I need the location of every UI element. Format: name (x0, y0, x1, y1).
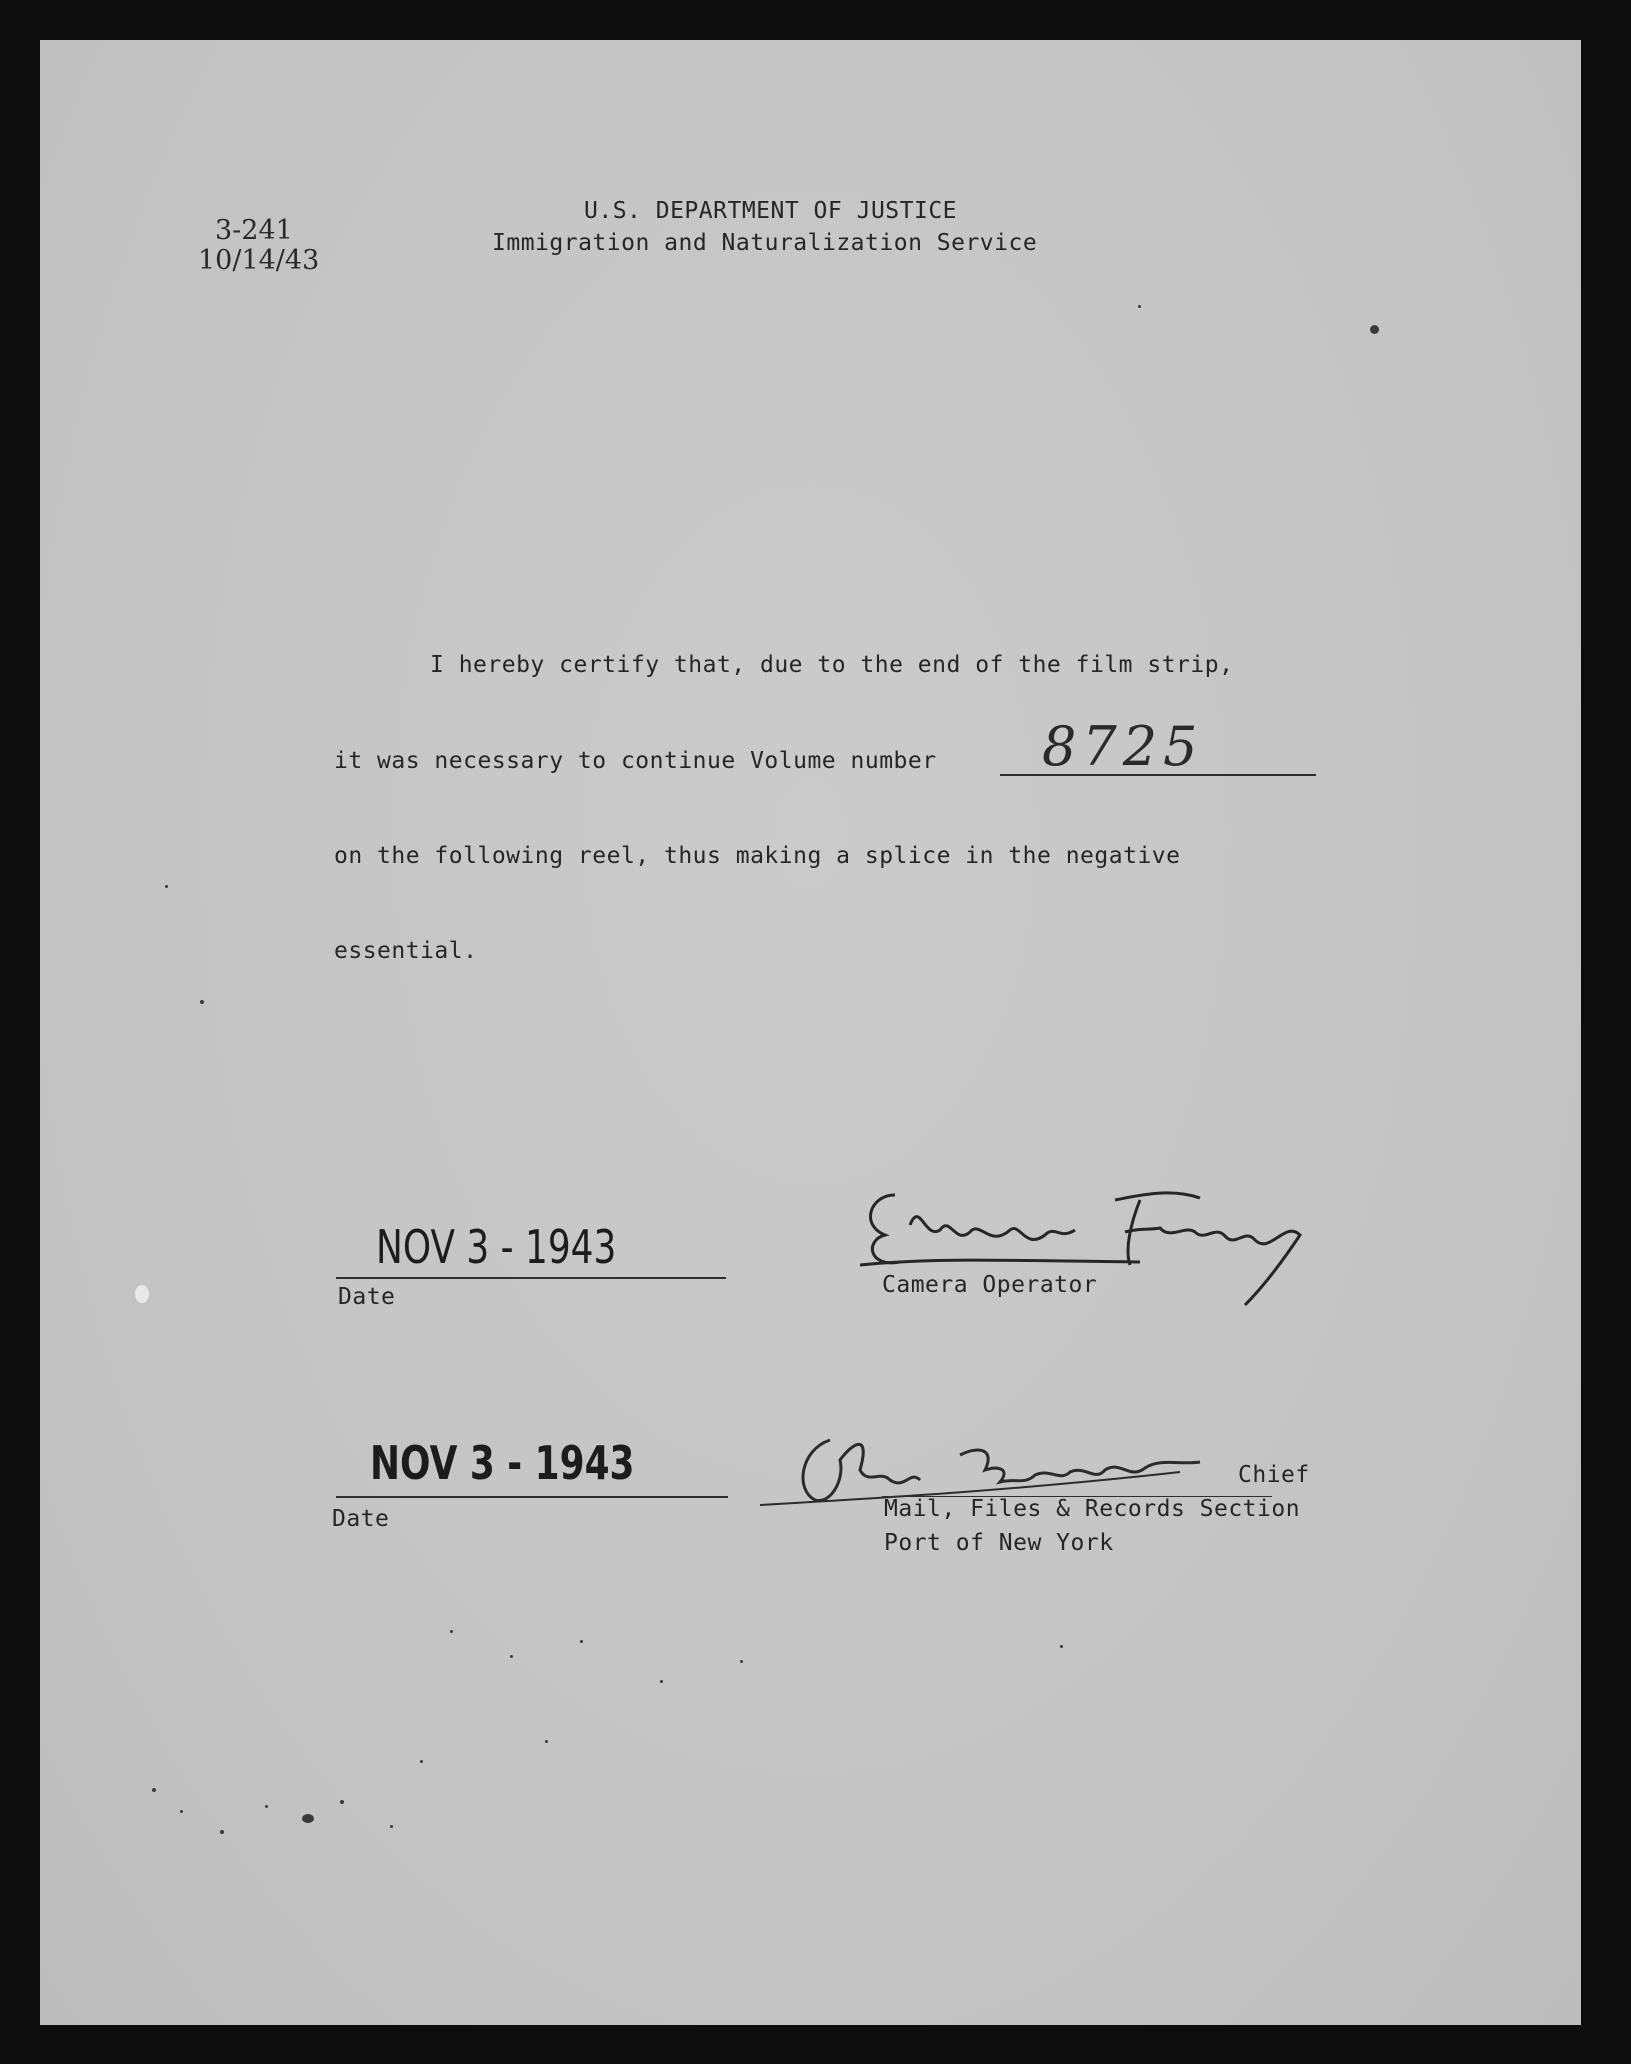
ink-speck (580, 1640, 583, 1643)
ink-speck (180, 1810, 183, 1813)
date-label-1: Date (338, 1284, 396, 1310)
ink-speck (1060, 1645, 1063, 1648)
camera-operator-label: Camera Operator (882, 1272, 1098, 1298)
ink-speck (1138, 305, 1141, 308)
chief-label: Chief (1238, 1462, 1310, 1488)
date-label-2: Date (332, 1506, 390, 1532)
ink-speck (420, 1760, 423, 1763)
body-line-1: I hereby certify that, due to the end of the film strip, (430, 652, 1234, 678)
ink-speck (740, 1660, 743, 1663)
header-service: Immigration and Naturalization Service (492, 230, 1038, 256)
section-label: Mail, Files & Records Section (884, 1496, 1301, 1522)
ink-speck (165, 885, 168, 888)
ink-speck (1370, 325, 1379, 334)
ink-speck (302, 1814, 314, 1823)
ink-speck (450, 1630, 453, 1633)
date-stamp-2: NOV 3 - 1943 (370, 1436, 635, 1490)
form-date: 10/14/43 (198, 245, 320, 276)
ink-speck (200, 1000, 204, 1004)
body-line-4: essential. (334, 938, 478, 964)
date-line-1 (336, 1277, 726, 1279)
date-line-2 (336, 1496, 728, 1498)
body-line-3: on the following reel, thus making a splice in the negative (334, 843, 1181, 869)
ink-speck (545, 1740, 548, 1743)
ink-speck (510, 1655, 513, 1658)
volume-number: 8725 (1042, 715, 1204, 778)
ink-speck (220, 1830, 224, 1834)
ink-speck (135, 1285, 149, 1303)
ink-speck (152, 1788, 156, 1792)
ink-speck (340, 1800, 344, 1804)
body-line-2: it was necessary to continue Volume number (334, 748, 937, 774)
date-stamp-1: NOV 3 - 1943 (376, 1220, 617, 1274)
port-label: Port of New York (884, 1530, 1114, 1556)
ink-speck (265, 1805, 268, 1808)
ink-speck (390, 1825, 393, 1828)
form-number: 3-241 (215, 215, 293, 246)
document-page (40, 40, 1581, 2025)
ink-speck (660, 1680, 663, 1683)
header-department: U.S. DEPARTMENT OF JUSTICE (584, 198, 958, 224)
